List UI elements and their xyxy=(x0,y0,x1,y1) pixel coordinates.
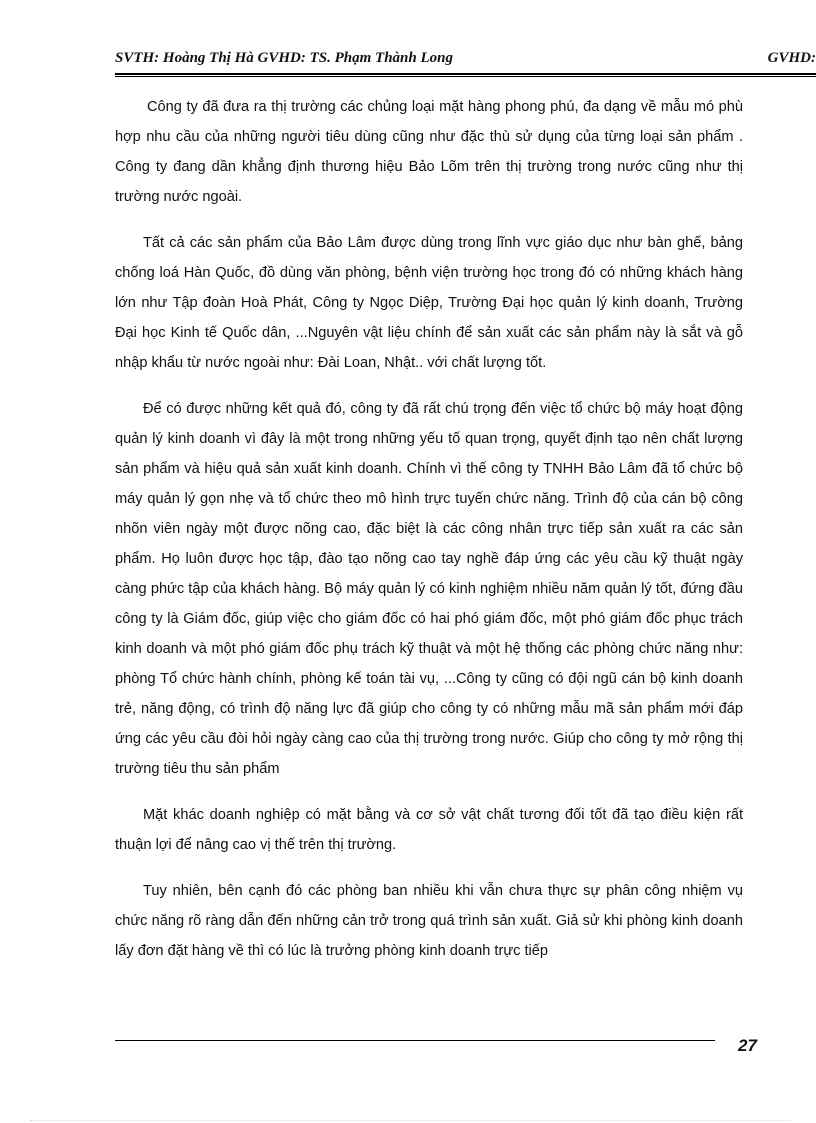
header-authors: SVTH: Hoàng Thị Hà GVHD: TS. Phạm Thành Long xyxy=(115,50,453,66)
page-edge-divider xyxy=(30,1120,790,1121)
footer-rule xyxy=(115,1040,715,1041)
paragraph-2: Tất cả các sản phẩm của Bảo Lâm được dùng trong lĩnh vực giáo dục như bàn ghế, bảng chống loá Hàn Quốc, đồ dùng văn phòng, bệnh viện trường học trong đó có những khách hàng lớn như Tập đoàn Hoà Phát, Công ty Ngọc Diệp, Trường Đại học quản lý kinh doanh, Trường Đại học Kinh tế Quốc dân, ...Nguyên vật liệu chính để sản xuất các sản phẩm này là sắt và gỗ nhập khẩu từ nước ngoài như: Đài Loan, Nhật.. với chất lượng tốt. xyxy=(115,235,743,371)
paragraph-4: Mặt khác doanh nghiệp có mặt bằng và cơ sở vật chất tương đối tốt đã tạo điều kiện rất thuận lợi để nâng cao vị thế trên thị trường. xyxy=(115,807,743,853)
page-number: 27 xyxy=(738,1036,757,1055)
document-body xyxy=(115,92,743,982)
header-rule xyxy=(115,73,816,75)
paragraph-3: Để có được những kết quả đó, công ty đã rất chú trọng đến việc tổ chức bộ máy hoạt động quản lý kinh doanh vì đây là một trong những yếu tố quan trọng, quyết định tạo nên chất lượng sản phẩm và hiệu quả sản xuất kinh doanh. Chính vì thế công ty TNHH Bảo Lâm đã tổ chức bộ máy quản lý gọn nhẹ và tổ chức theo mô hình trực tuyến chức năng. Trình độ của cán bộ công nhõn viên ngày một được nõng cao, đặc biệt là các công nhân trực tiếp sản xuất ra các sản phẩm. Họ luôn được học tập, đào tạo nõng cao tay nghề đáp ứng các yêu cầu kỹ thuật ngày càng phức tập của khách hàng. Bộ máy quản lý có kinh nghiệm nhiều năm quản lý tốt, đứng đầu công ty là Giám đốc, giúp việc cho giám đốc có hai phó giám đốc, một phó giám đốc phục trách kinh doanh và một phó giám đốc phụ trách kỹ thuật và một hệ thống các phòng chức năng như: phòng Tổ chức hành chính, phòng kế toán tài vụ, ...Công ty cũng có đội ngũ cán bộ kinh doanh trẻ, năng động, có trình độ năng lực đã giúp cho công ty có những mẫu mã sản phẩm mới đáp ứng các yêu cầu đòi hỏi ngày càng cao của thị trường trong nước. Giúp cho công ty mở rộng thị trường tiêu thu sản phẩm xyxy=(115,401,743,777)
header-label-right: GVHD: xyxy=(767,50,816,66)
header-rule-thin xyxy=(115,76,816,77)
page-header xyxy=(115,50,816,72)
paragraph-1: Công ty đã đưa ra thị trường các chủng loại mặt hàng phong phú, đa dạng về mẫu mó phù hợp nhu cầu của những người tiêu dùng cũng như đặc thù sử dụng của từng loại sản phẩm . Công ty đang dần khẳng định thương hiệu Bảo Lõm trên thị trường trong nước cũng như thị trường nước ngoài. xyxy=(115,99,743,205)
paragraph-5: Tuy nhiên, bên cạnh đó các phòng ban nhiều khi vẫn chưa thực sự phân công nhiệm vụ chức năng rõ ràng dẫn đến những cản trở trong quá trình sản xuất. Giả sử khi phòng kinh doanh lấy đơn đặt hàng về thì có lúc là trưởng phòng kinh doanh trực tiếp xyxy=(115,883,743,959)
